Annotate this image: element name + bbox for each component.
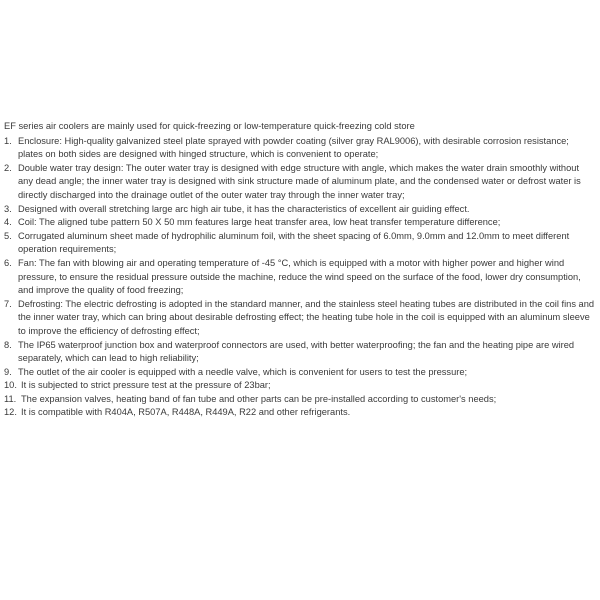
list-item xyxy=(4,393,596,407)
list-item xyxy=(4,406,596,420)
item-text: The IP65 waterproof junction box and waterproof connectors are used, with better waterproofing; the fan and the heating pipe are wired separately, which can lead to high reliability; xyxy=(18,339,575,364)
item-number: 9. xyxy=(4,366,12,377)
item-number: 1. xyxy=(4,135,12,146)
item-text: The outlet of the air cooler is equipped with a needle valve, which is convenient for users to test the pressure; xyxy=(18,366,468,377)
item-number: 10. xyxy=(4,380,17,391)
item-number: 12. xyxy=(4,407,17,418)
item-number: 6. xyxy=(4,257,12,268)
list-item xyxy=(4,379,596,393)
item-text: Coil: The aligned tube pattern 50 X 50 mm features large heat transfer area, low heat transfer temperature difference; xyxy=(18,217,501,228)
item-text: The expansion valves, heating band of fan tube and other parts can be pre-installed according to customer's needs; xyxy=(21,393,497,404)
list-item xyxy=(4,339,596,366)
list-item xyxy=(4,162,596,203)
item-number: 4. xyxy=(4,217,12,228)
item-text: Double water tray design: The outer water tray is designed with edge structure with angle, which makes the water drain smoothly without any dead angle; the inner water tray is designed with sink structure made of aluminum plate, and the condensed water or defrost water is directly discharged into the drainage outlet of the outer water tray through the inner water tray; xyxy=(18,162,581,200)
item-number: 8. xyxy=(4,339,12,350)
item-text: Designed with overall stretching large arc high air tube, it has the characteristics of excellent air guiding effect. xyxy=(18,203,470,214)
intro-paragraph: EF series air coolers are mainly used for quick-freezing or low-temperature quick-freezing cold store xyxy=(4,121,415,131)
list-item xyxy=(4,203,596,217)
list-item xyxy=(4,135,596,162)
list-item xyxy=(4,366,596,380)
item-text: Corrugated aluminum sheet made of hydrophilic aluminum foil, with the sheet spacing of 6.0mm, 9.0mm and 12.0mm to meet different operation requirements; xyxy=(18,230,570,255)
item-number: 2. xyxy=(4,162,12,173)
item-text: It is subjected to strict pressure test at the pressure of 23bar; xyxy=(21,380,271,391)
list-item xyxy=(4,257,596,298)
item-text: Enclosure: High-quality galvanized steel plate sprayed with powder coating (silver gray RAL9006), with desirable corrosion resistance; plates on both sides are designed with hinged structure, which is convenient to operate; xyxy=(18,135,569,160)
item-number: 5. xyxy=(4,230,12,241)
item-number: 11. xyxy=(4,393,17,404)
item-number: 7. xyxy=(4,298,12,309)
item-number: 3. xyxy=(4,203,12,214)
item-text: It is compatible with R404A, R507A, R448A, R449A, R22 and other refrigerants. xyxy=(21,407,351,418)
list-item xyxy=(4,298,596,339)
feature-list xyxy=(4,135,596,420)
list-item xyxy=(4,230,596,257)
list-item xyxy=(4,216,596,230)
item-text: Defrosting: The electric defrosting is adopted in the standard manner, and the stainless steel heating tubes are distributed in the coil fins and the inner water tray, which can bring about desirable defrosting effect; the heating tube hole in the coil is equipped with an aluminum sleeve to improve the efficiency of defrosting effect; xyxy=(18,298,595,336)
item-text: Fan: The fan with blowing air and operating temperature of -45 °C, which is equipped with a motor with higher power and higher wind pressure, to ensure the residual pressure outside the machine, reduce the wind speed on the surface of the food, lower dry consumption, and improve the quality of food freezing; xyxy=(18,257,581,296)
